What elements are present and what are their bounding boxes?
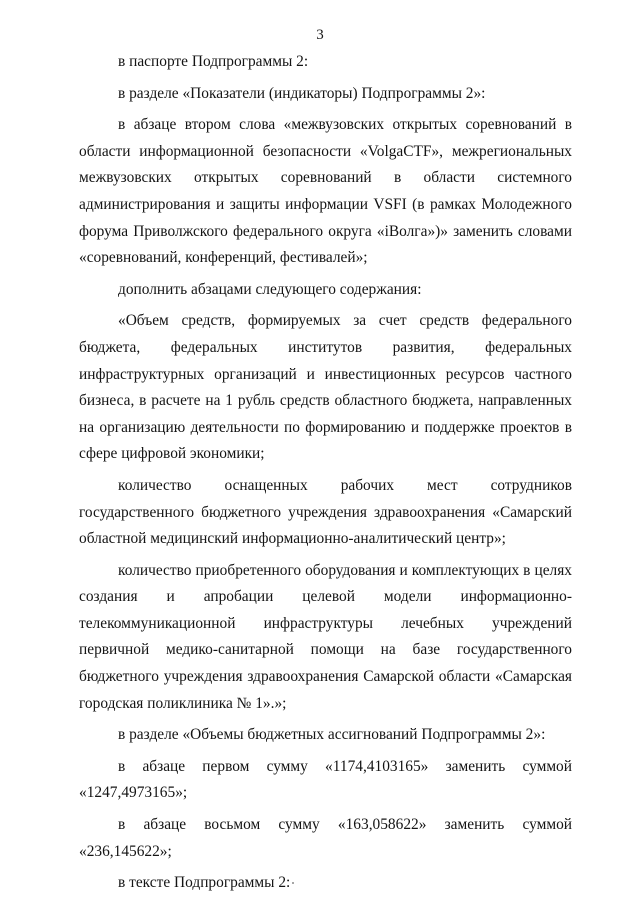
paragraph-subprogram-text: в тексте Подпрограммы 2: bbox=[118, 874, 291, 892]
paragraph-passport: в паспорте Подпрограммы 2: bbox=[118, 53, 309, 70]
paragraph-indicators-section: в разделе «Показатели (индикаторы) Подпрограммы 2»: bbox=[118, 84, 486, 102]
paragraph-first-indent-sum: в абзаце первом сумму «1174,4103165» заменить суммой «1247,4973165»; bbox=[79, 757, 572, 802]
paragraph-supplement: дополнить абзацами следующего содержания: bbox=[118, 280, 422, 298]
paragraph-equipment-count: количество приобретенного оборудования и комплектующих в целях создания и апробации целевой модели информационно-телекоммуникационной инфраструктуры лечебных учреждений первичной медико-санитарной помощи на базе государственного бюджетного учреждения здравоохранения Самарской области «Самарская городская поликлиника № 1».»; bbox=[79, 561, 572, 712]
paragraph-workplaces-count: количество оснащенных рабочих мест сотрудников государственного бюджетного учреждения здравоохранения «Самарский областной медицинский информационно-аналитический центр»; bbox=[79, 476, 572, 548]
paragraph-second-indent-replacement: в абзаце втором слова «межвузовских открытых соревнований в области информационной безопасности «VolgaCTF», межрегиональных межвузовских открытых соревнований в области системного администрирования и защиты информации VSFI (в рамках Молодежного форума Приволжского федерального округа «iВолга»)» заменить словами «соревнований, конференций, фестивалей»; bbox=[79, 116, 572, 267]
document-body bbox=[79, 49, 572, 897]
scan-artifact bbox=[292, 882, 294, 884]
paragraph-eighth-indent-sum: в абзаце восьмом сумму «163,058622» заменить суммой «236,145622»; bbox=[79, 816, 572, 860]
paragraph-budget-section: в разделе «Объемы бюджетных ассигнований Подпрограммы 2»: bbox=[118, 726, 546, 744]
paragraph-funds-volume: «Объем средств, формируемых за счет средств федерального бюджета, федеральных институтов развития, федеральных инфраструктурных организаций и инвестиционных ресурсов частного бизнеса, в расчете на 1 рубль средств областного бюджета, направленных на организацию деятельности по формированию и поддержке проектов в сфере цифровой экономики; bbox=[79, 312, 572, 463]
page-number: 3 bbox=[316, 27, 324, 43]
